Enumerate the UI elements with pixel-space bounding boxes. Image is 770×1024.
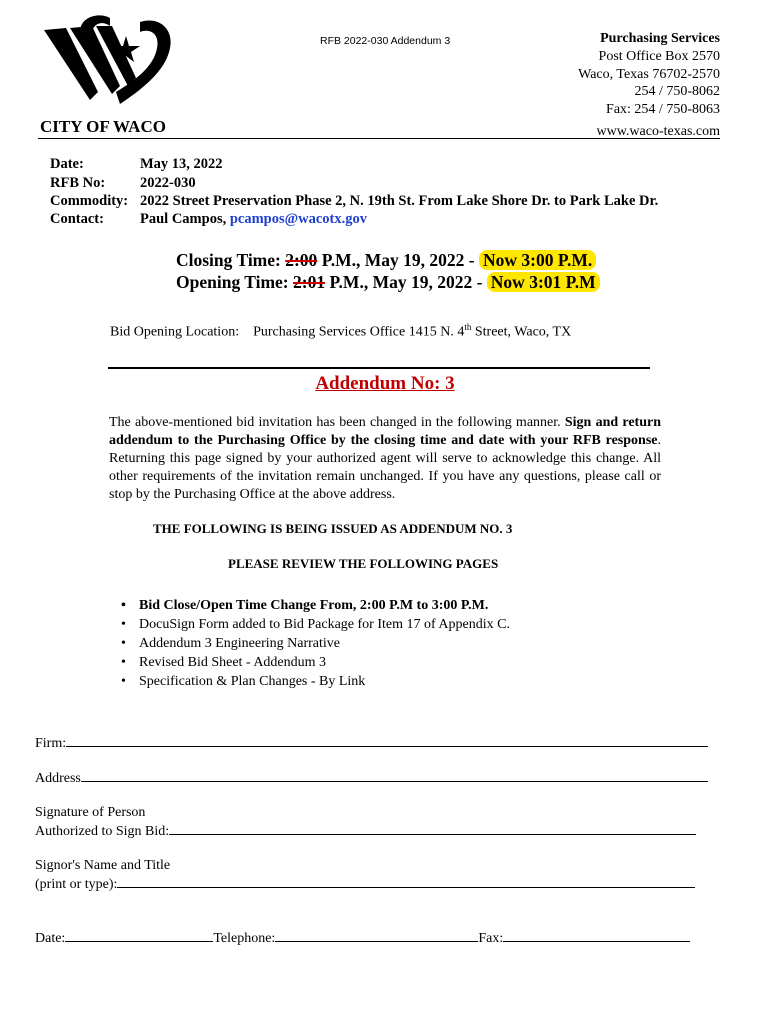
list-item: • DocuSign Form added to Bid Package for Item 17 of Appendix C. [115, 615, 510, 634]
office-line: Fax: 254 / 750-8063 [606, 102, 720, 118]
detail-contact: Contact: Paul Campos, pcampos@wacotx.gov [50, 211, 367, 227]
signor-name-field[interactable] [117, 874, 695, 888]
review-heading: PLEASE REVIEW THE FOLLOWING PAGES [228, 556, 499, 571]
city-name: CITY OF WACO [40, 117, 166, 136]
firm-field[interactable] [66, 733, 708, 747]
bid-opening-location: Bid Opening Location: Purchasing Services Office 1415 N. 4th Street, Waco, TX [110, 322, 572, 340]
list-item: • Revised Bid Sheet - Addendum 3 [115, 653, 510, 672]
telephone-field[interactable] [275, 928, 478, 942]
fax-field[interactable] [503, 928, 690, 942]
issued-heading: THE FOLLOWING IS BEING ISSUED AS ADDENDUM NO. 3 [153, 521, 513, 536]
firm-field-row: Firm: [35, 733, 708, 752]
office-line: 254 / 750-8062 [634, 84, 720, 100]
address-field-row: Address [35, 768, 708, 787]
closing-time: Closing Time: 2:00 P.M., May 19, 2022 - Now 3:00 P.M. [176, 250, 596, 271]
list-item: • Bid Close/Open Time Change From, 2:00 P.M to 3:00 P.M. [115, 596, 510, 615]
address-field[interactable] [81, 768, 708, 782]
list-item: • Addendum 3 Engineering Narrative [115, 634, 510, 653]
detail-rfb-number: RFB No: 2022-030 [50, 175, 196, 191]
office-address-block [578, 30, 720, 141]
signature-field[interactable] [169, 821, 696, 835]
section-rule [108, 367, 650, 369]
header-rule [38, 138, 720, 139]
detail-date: Date: May 13, 2022 [50, 156, 223, 172]
office-title: Purchasing Services [600, 31, 720, 46]
addendum-paragraph: The above-mentioned bid invitation has been changed in the following manner. Sign and return addendum to the Purchasing Office by the closing time and date with your RFB response. Returning this page signed by your authorized agent will serve to acknowledge this change. All other requirements of the invitation remain unchanged. If you have any questions, please call or stop by the Purchasing Office at the above address. [109, 415, 661, 502]
date-field[interactable] [65, 928, 213, 942]
office-line: Post Office Box 2570 [598, 48, 720, 64]
city-of-waco-logo [40, 14, 175, 106]
addendum-title: Addendum No: 3 [315, 373, 455, 394]
closing-time-highlight: Now 3:00 P.M. [479, 250, 596, 270]
signor-field-row: Signor's Name and Title (print or type): [35, 857, 695, 893]
changes-list [115, 596, 510, 691]
document-reference: RFB 2022-030 Addendum 3 [320, 35, 451, 47]
signature-field-row: Signature of Person Authorized to Sign Bid: [35, 804, 696, 840]
office-line: Waco, Texas 76702-2570 [578, 66, 720, 82]
detail-commodity: Commodity: 2022 Street Preservation Phase 2, N. 19th St. From Lake Shore Dr. to Park Lake Dr. [50, 193, 659, 209]
opening-time: Opening Time: 2:01 P.M., May 19, 2022 - Now 3:01 P.M [176, 272, 600, 293]
opening-time-highlight: Now 3:01 P.M [487, 272, 600, 292]
office-website: www.waco-texas.com [596, 123, 720, 139]
contact-email-link[interactable]: pcampos@wacotx.gov [229, 211, 367, 227]
list-item: • Specification & Plan Changes - By Link [115, 672, 510, 691]
date-phone-fax-row: Date: Telephone: Fax: [35, 928, 690, 947]
